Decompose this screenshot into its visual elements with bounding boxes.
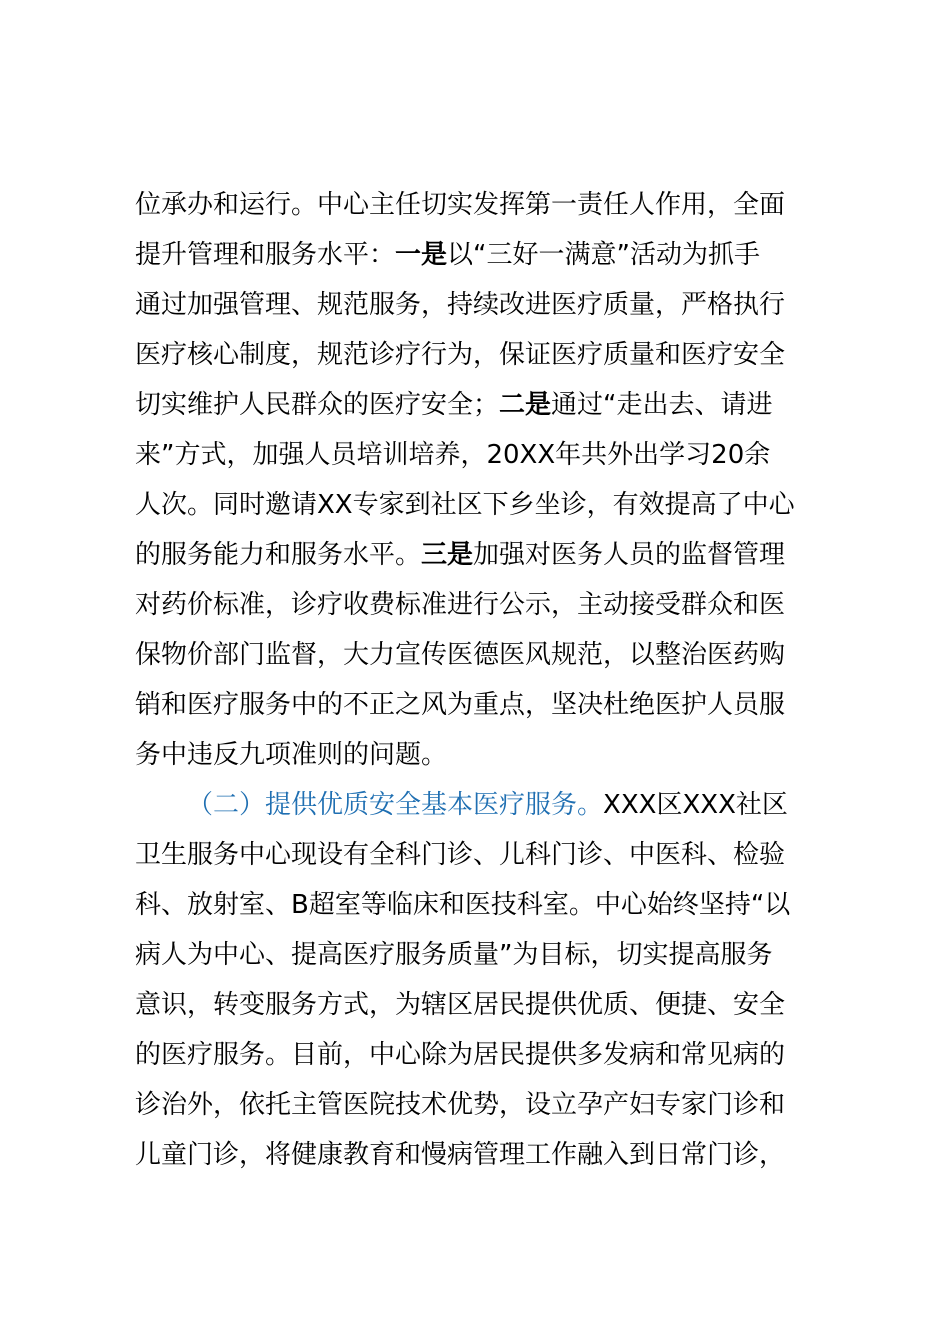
text-line [135,380,835,430]
text-span: 以“三好一满意”活动为抓手 [447,240,760,270]
text-span: 通过加强管理、规范服务，持续改进医疗质量，严格执行 [135,290,786,320]
text-span: 提升管理和服务水平： [135,240,396,270]
text-line [135,430,835,480]
text-line [135,480,835,530]
text-span: 通过“走出去、请进 [551,390,773,420]
text-span: 加强对医务人员的监督管理 [473,540,786,570]
text-span: 意识，转变服务方式，为辖区居民提供优质、便捷、安全 [135,990,786,1020]
text-line [135,530,835,580]
text-span: 医疗核心制度，规范诊疗行为，保证医疗质量和医疗安全 [135,340,786,370]
text-line [135,230,835,280]
text-line [135,280,835,330]
text-span: 来”方式，加强人员培训培养，20XX年共外出学习20余 [135,440,771,470]
text-span: 的服务能力和服务水平。 [135,540,422,570]
text-span: 科、放射室、B超室等临床和医技科室。中心始终坚持“以 [135,890,791,920]
text-span: 务中违反九项准则的问题。 [135,740,448,770]
text-line [135,830,835,880]
text-span: 的医疗服务。目前，中心除为居民提供多发病和常见病的 [135,1040,786,1070]
text-span: 儿童门诊，将健康教育和慢病管理工作融入到日常门诊， [135,1140,786,1170]
text-line [135,680,835,730]
text-span: 对药价标准，诊疗收费标准进行公示，主动接受群众和医 [135,590,786,620]
text-line [135,930,835,980]
text-span: 保物价部门监督，大力宣传医德医风规范，以整治医药购 [135,640,786,670]
text-span: 切实维护人民群众的医疗安全； [135,390,500,420]
emphasis-second: 二是 [499,390,552,420]
text-line [135,980,835,1030]
section-heading: （二）提供优质安全基本医疗服务。 [187,790,604,820]
text-line [135,1130,835,1180]
text-span: 卫生服务中心现设有全科门诊、儿科门诊、中医科、检验 [135,840,786,870]
text-line [135,880,835,930]
text-line [135,580,835,630]
text-span: XXX区XXX社区 [603,790,788,820]
text-line [135,730,835,780]
text-span: 位承办和运行。中心主任切实发挥第一责任人作用，全面 [135,190,786,220]
document-body [135,180,835,1180]
text-span: 销和医疗服务中的不正之风为重点，坚决杜绝医护人员服 [135,690,786,720]
section-heading-line [135,780,835,830]
text-line [135,1080,835,1130]
text-span: 诊治外，依托主管医院技术优势，设立孕产妇专家门诊和 [135,1090,786,1120]
emphasis-third: 三是 [421,540,474,570]
text-line [135,330,835,380]
text-line [135,1030,835,1080]
text-line [135,630,835,680]
text-line [135,180,835,230]
text-span: 病人为中心、提高医疗服务质量”为目标，切实提高服务 [135,940,773,970]
emphasis-first: 一是 [395,240,448,270]
text-span: 人次。同时邀请XX专家到社区下乡坐诊，有效提高了中心 [135,490,795,520]
